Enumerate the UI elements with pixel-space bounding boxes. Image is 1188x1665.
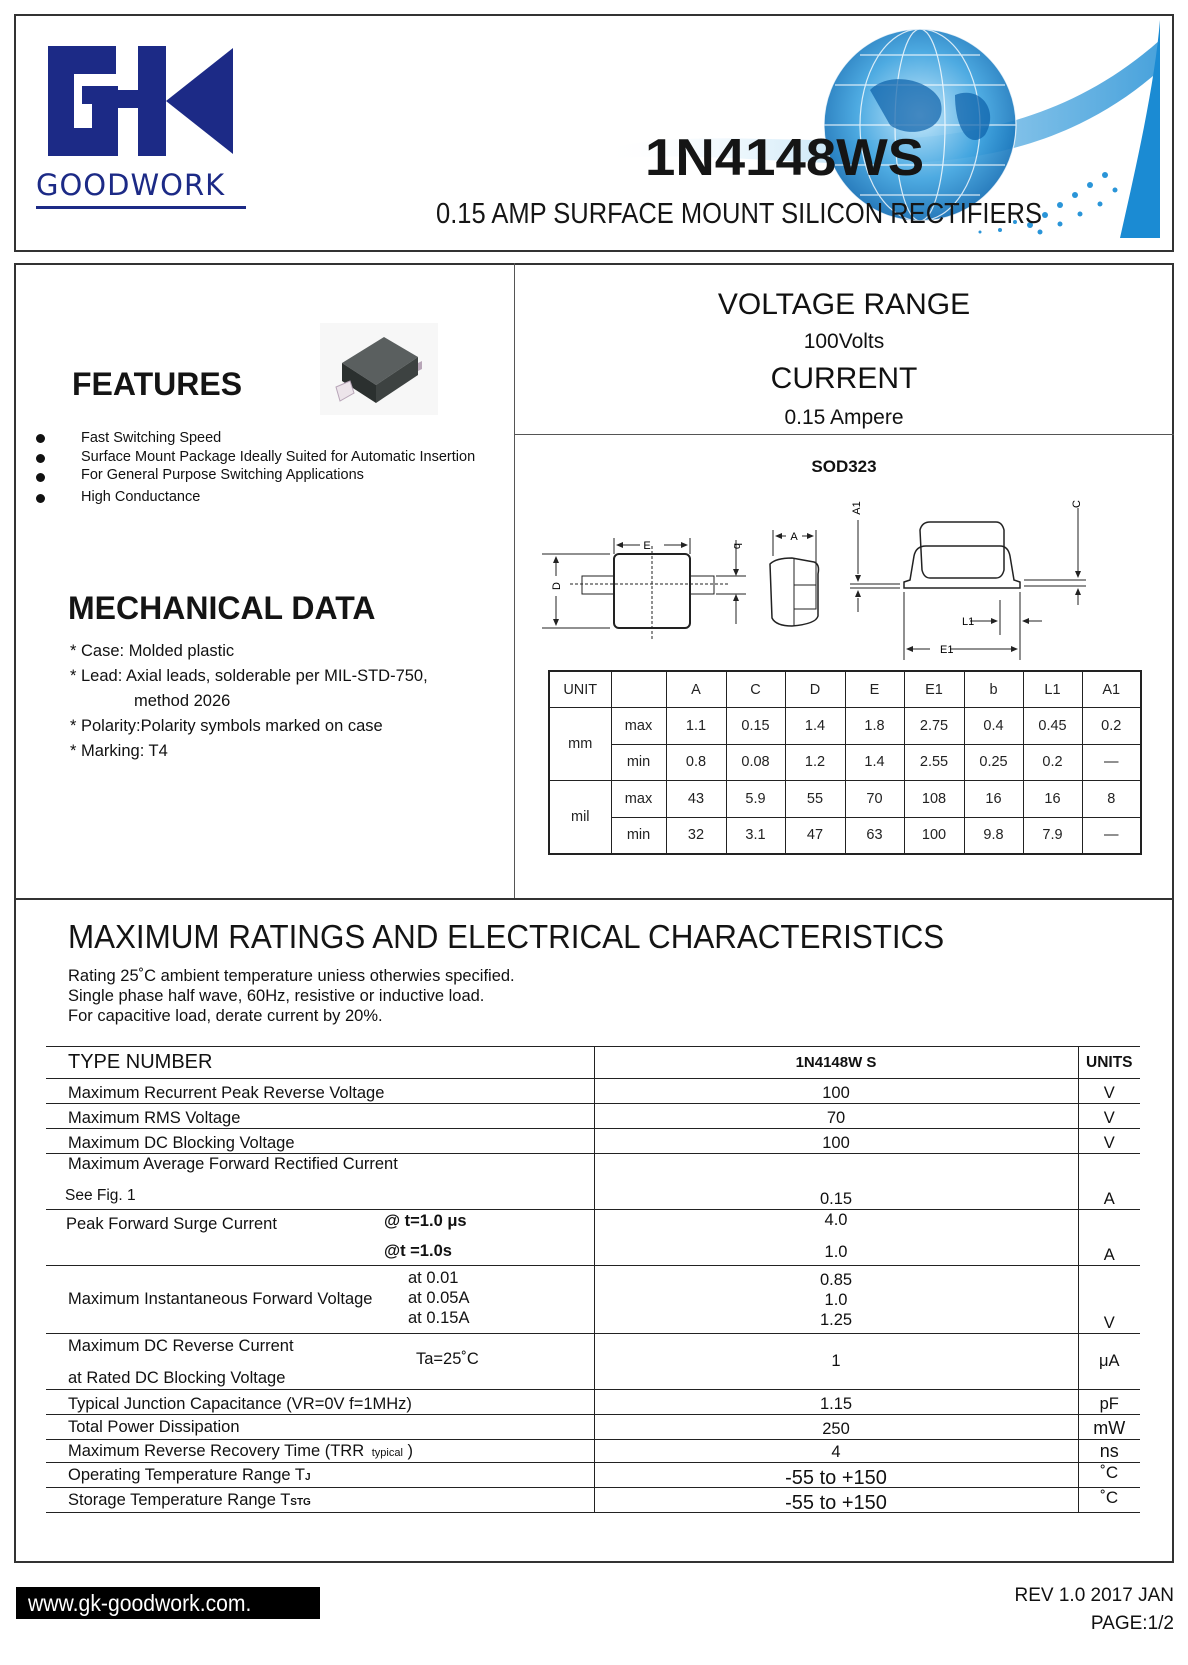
table-row (46, 1390, 1140, 1415)
table-cell: 2.55 (904, 744, 964, 781)
table-cell: 7.9 (1023, 817, 1082, 854)
bullet-icon (36, 494, 45, 503)
param-unit: V (1078, 1129, 1140, 1154)
param-label: Maximum RMS Voltage (46, 1104, 594, 1129)
bullet-icon (36, 454, 45, 463)
param-value: 4 (594, 1440, 1078, 1463)
param-value: 100 (594, 1129, 1078, 1154)
features-heading: FEATURES (72, 366, 243, 402)
unit-cell: mil (549, 781, 611, 854)
table-cell: 1.1 (666, 708, 726, 745)
table-header: D (785, 671, 845, 708)
list-item: High Conductance (34, 486, 475, 506)
param-unit: V (1078, 1266, 1140, 1334)
param-value: 4.0 (824, 1211, 848, 1229)
param-label-cell (46, 1210, 594, 1266)
table-cell: 47 (785, 817, 845, 854)
dim-label-e1: E1 (940, 644, 954, 656)
table-cell: 1.2 (785, 744, 845, 781)
voltage-range-value: 100Volts (803, 330, 885, 353)
brand-underline (36, 206, 246, 209)
page-number: PAGE:1/2 (1090, 1613, 1174, 1634)
limit-cell: max (611, 781, 666, 818)
list-item: Surface Mount Package Ideally Suited for Automatic Insertion (34, 448, 475, 467)
dim-label-l1: L1 (962, 616, 975, 628)
dim-label-a1: A1 (851, 501, 863, 515)
table-cell: 0.2 (1023, 744, 1082, 781)
param-unit: A (1078, 1210, 1140, 1266)
table-cell: 63 (845, 817, 904, 854)
unit-cell: mm (549, 708, 611, 781)
table-header: E (845, 671, 904, 708)
note-line: Single phase half wave, 60Hz, resistive or inductive load. (68, 987, 485, 1005)
param-label: Maximum Reverse Recovery Time (TRR (68, 1441, 365, 1460)
dim-label-d: D (551, 582, 563, 590)
param-value-cell (594, 1266, 1078, 1334)
note-line: For capacitive load, derate current by 20%. (68, 1007, 383, 1025)
table-cell: — (1082, 817, 1141, 854)
divider (514, 263, 515, 899)
table-row (46, 1266, 1140, 1334)
table-header (611, 671, 666, 708)
param-unit: ˚C (1078, 1488, 1140, 1513)
table-row (46, 1463, 1140, 1488)
param-label: Total Power Dissipation (46, 1415, 594, 1440)
table-cell: 32 (666, 817, 726, 854)
table-row (549, 817, 1141, 854)
table-header: A1 (1082, 671, 1141, 708)
param-label-note: at Rated DC Blocking Voltage (68, 1369, 286, 1387)
bullet-icon (36, 434, 45, 443)
table-header: E1 (904, 671, 964, 708)
condition: at 0.15A (408, 1309, 470, 1327)
table-header: TYPE NUMBER (46, 1047, 594, 1079)
revision-info (1015, 1582, 1174, 1638)
param-label: Typical Junction Capacitance (VR=0V f=1MHz) (46, 1390, 594, 1415)
param-label-cell (46, 1154, 594, 1210)
param-value: -55 to +150 (594, 1463, 1078, 1488)
table-header-row (549, 671, 1141, 708)
list-item: For General Purpose Switching Applications (34, 467, 475, 486)
param-unit: ˚C (1078, 1463, 1140, 1488)
dim-label-e: E (643, 540, 651, 552)
param-label-cell (46, 1463, 594, 1488)
limit-cell: min (611, 817, 666, 854)
table-header-row (46, 1047, 1140, 1079)
table-cell: 16 (1023, 781, 1082, 818)
revision-text: REV 1.0 2017 JAN (1014, 1585, 1174, 1606)
param-label: Operating Temperature Range T (68, 1465, 305, 1484)
divider (514, 434, 1174, 435)
param-label: Storage Temperature Range T (68, 1490, 291, 1509)
table-cell: 2.75 (904, 708, 964, 745)
param-unit: μA (1078, 1334, 1140, 1390)
table-cell: 0.4 (964, 708, 1023, 745)
list-item: * Marking: T4 (70, 742, 168, 760)
param-value: -55 to +150 (594, 1488, 1078, 1513)
param-unit: V (1078, 1104, 1140, 1129)
table-header: L1 (1023, 671, 1082, 708)
table-cell: 0.08 (726, 744, 785, 781)
param-unit: V (1078, 1079, 1140, 1104)
website-link[interactable]: www.gk-goodwork.com. (16, 1587, 320, 1619)
dim-label-b: b (731, 542, 743, 550)
table-cell: 108 (904, 781, 964, 818)
param-label-cell (46, 1266, 594, 1334)
param-value-cell (594, 1210, 1078, 1266)
limit-cell: max (611, 708, 666, 745)
condition: @ t=1.0 μs (384, 1212, 467, 1230)
product-subtitle: 0.15 AMP SURFACE MOUNT SILICON RECTIFIERS (436, 198, 1043, 230)
table-cell: 1.8 (845, 708, 904, 745)
divider (14, 898, 1174, 900)
table-cell: — (1082, 744, 1141, 781)
param-value: 1.0 (824, 1290, 848, 1309)
ratings-notes (68, 966, 515, 1026)
dim-label-c: C (1071, 500, 1083, 508)
voltage-range-heading: VOLTAGE RANGE (717, 288, 971, 321)
table-cell: 0.45 (1023, 708, 1082, 745)
param-value: 1.15 (594, 1390, 1078, 1415)
condition: at 0.05A (408, 1289, 470, 1307)
table-header: UNIT (549, 671, 611, 708)
table-cell: 9.8 (964, 817, 1023, 854)
param-label: Maximum Recurrent Peak Reverse Voltage (46, 1079, 594, 1104)
package-name: SOD323 (811, 457, 877, 476)
param-label-note: See Fig. 1 (65, 1187, 136, 1204)
table-row (549, 781, 1141, 818)
param-label-cell (46, 1334, 594, 1390)
param-unit: mW (1078, 1415, 1140, 1440)
param-label: Maximum DC Reverse Current (68, 1337, 294, 1355)
param-value: 100 (594, 1079, 1078, 1104)
package-outline-diagram (530, 500, 1170, 660)
table-cell: 70 (845, 781, 904, 818)
mechanical-data-heading: MECHANICAL DATA (68, 590, 376, 626)
condition: Ta=25˚C (416, 1350, 479, 1368)
table-cell: 0.2 (1082, 708, 1141, 745)
condition: @t =1.0s (384, 1242, 452, 1260)
table-header: UNITS (1078, 1047, 1140, 1079)
table-row (46, 1079, 1140, 1104)
table-cell: 5.9 (726, 781, 785, 818)
table-cell: 0.15 (726, 708, 785, 745)
table-cell: 3.1 (726, 817, 785, 854)
param-value: 0.85 (819, 1270, 853, 1289)
dim-label-a: A (790, 531, 798, 543)
table-cell: 8 (1082, 781, 1141, 818)
table-header: A (666, 671, 726, 708)
param-unit: pF (1078, 1390, 1140, 1415)
bullet-icon (36, 473, 45, 482)
param-label-cell (46, 1440, 594, 1463)
dimensions-table (548, 670, 1142, 855)
table-row (46, 1129, 1140, 1154)
table-cell: 100 (904, 817, 964, 854)
table-header: 1N4148W S (594, 1047, 1078, 1079)
limit-cell: min (611, 744, 666, 781)
brand-name: GOODWORK (36, 168, 226, 202)
param-label-sub: J (304, 1471, 311, 1483)
param-label-end: ) (407, 1441, 414, 1460)
param-label: Maximum DC Blocking Voltage (46, 1129, 594, 1154)
param-unit: A (1078, 1154, 1140, 1210)
list-item: Fast Switching Speed (34, 428, 475, 448)
list-item: method 2026 (134, 692, 231, 710)
condition: at 0.01 (408, 1269, 459, 1287)
table-row (46, 1488, 1140, 1513)
table-row (46, 1104, 1140, 1129)
table-cell: 1.4 (845, 744, 904, 781)
table-row (46, 1415, 1140, 1440)
table-cell: 0.8 (666, 744, 726, 781)
table-cell: 1.4 (785, 708, 845, 745)
table-row (549, 744, 1141, 781)
param-value: 0.15 (594, 1154, 1078, 1210)
mechanical-data-list (70, 639, 428, 764)
table-cell: 0.25 (964, 744, 1023, 781)
part-number-title: 1N4148WS (645, 129, 925, 187)
param-label: Peak Forward Surge Current (66, 1215, 277, 1233)
current-value: 0.15 Ampere (784, 406, 904, 429)
list-item: * Lead: Axial leads, solderable per MIL-STD-750, (70, 667, 428, 685)
table-cell: 43 (666, 781, 726, 818)
table-header: C (726, 671, 785, 708)
param-value: 70 (594, 1104, 1078, 1129)
ratings-table (46, 1046, 1140, 1513)
table-row (46, 1334, 1140, 1390)
list-item: * Polarity:Polarity symbols marked on case (70, 717, 383, 735)
param-value: 1.0 (824, 1243, 848, 1261)
param-value: 1.25 (819, 1310, 853, 1329)
param-label: Maximum Average Forward Rectified Current (68, 1155, 398, 1173)
table-cell: 55 (785, 781, 845, 818)
table-row (46, 1440, 1140, 1463)
table-row (46, 1210, 1140, 1266)
param-value: 1 (594, 1334, 1078, 1390)
table-row (549, 708, 1141, 745)
table-row (46, 1154, 1140, 1210)
table-cell: 16 (964, 781, 1023, 818)
features-list (34, 428, 475, 506)
gk-logo-icon (38, 46, 238, 156)
condition-list (408, 1268, 469, 1328)
sod323-chip-image (320, 323, 438, 415)
param-label-sub: STG (290, 1496, 311, 1508)
list-item: * Case: Molded plastic (70, 642, 235, 660)
param-value: 250 (594, 1415, 1078, 1440)
param-label: Maximum Instantaneous Forward Voltage (68, 1290, 373, 1308)
table-header: b (964, 671, 1023, 708)
ratings-heading: MAXIMUM RATINGS AND ELECTRICAL CHARACTERISTICS (68, 918, 945, 955)
current-heading: CURRENT (770, 362, 918, 395)
note-line: Rating 25˚C ambient temperature uniess otherwies specified. (68, 967, 515, 985)
param-label-sub: typical (371, 1446, 403, 1459)
param-unit: ns (1078, 1440, 1140, 1463)
param-label-cell (46, 1488, 594, 1513)
